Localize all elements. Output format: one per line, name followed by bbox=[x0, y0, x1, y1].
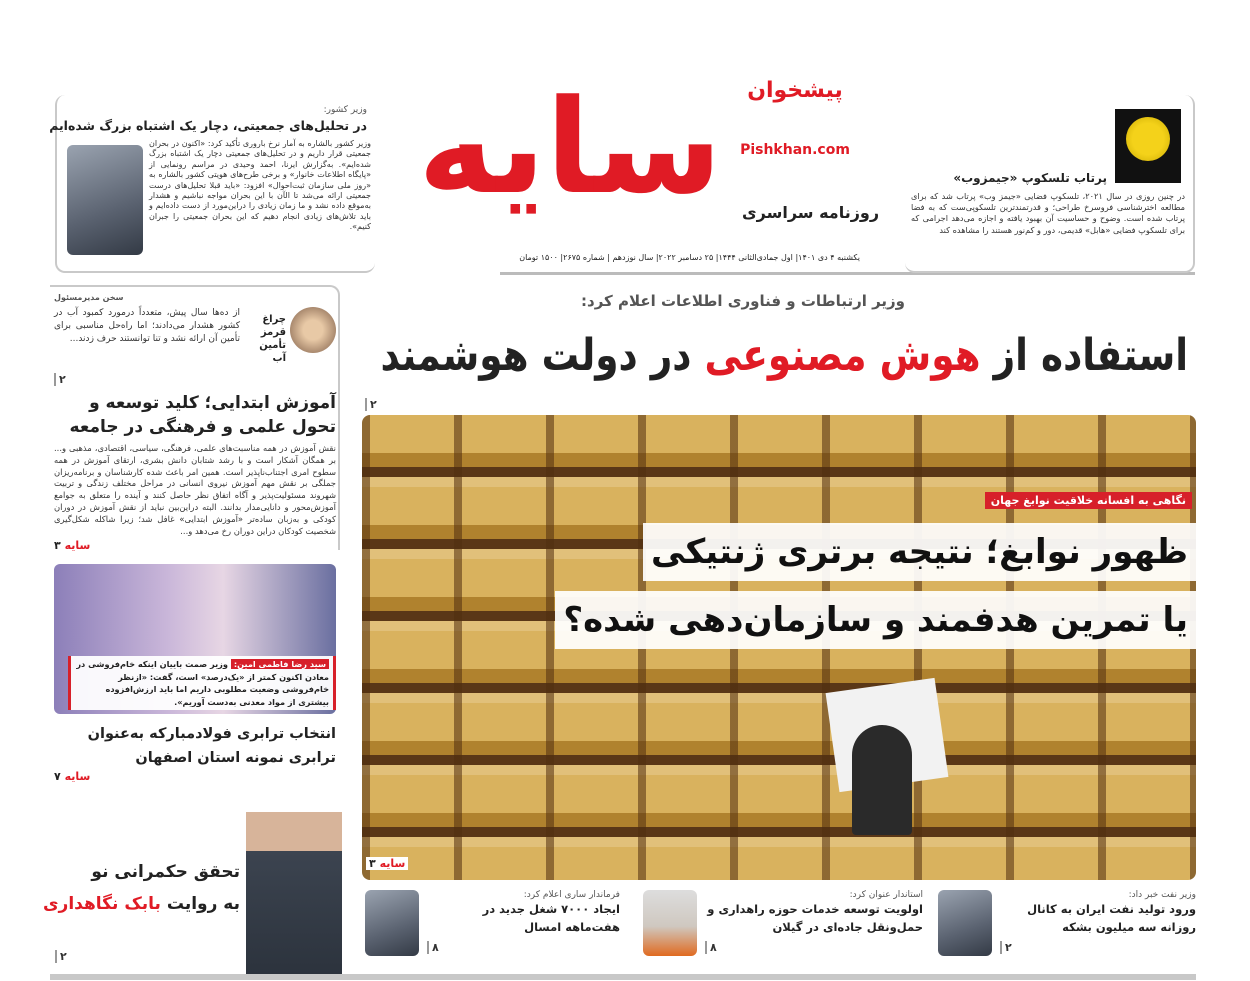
editorial-body: از ده‌ها سال پیش، متعدداً درمورد کمبود آب در کشور هشدار می‌دادند؛ اما راه‌حل مناسبی برای تأمین آن ارائه نشد و تنا توانستند حرف زدند... bbox=[54, 308, 240, 344]
headline-highlight: هوش مصنوعی bbox=[704, 330, 981, 381]
page-ref: ۲ bbox=[365, 398, 377, 411]
kicker: وزیر نفت خبر داد: bbox=[1128, 890, 1196, 900]
person-silhouette bbox=[852, 725, 912, 835]
dateline: یکشنبه ۴ دی ۱۴۰۱| اول جمادی‌الثانی ۱۴۴۴| ۲۵ دسامبر ۲۰۲۲| سال نوزدهم | شماره ۲۶۷۵| ۱۵۰۰ تومان bbox=[519, 253, 860, 262]
mini-logo: سایه bbox=[379, 857, 406, 870]
bottom-story-gilan[interactable] bbox=[643, 890, 923, 970]
story2-page-ref bbox=[54, 770, 336, 783]
governor-photo bbox=[365, 890, 419, 956]
watermark-url: Pishkhan.com bbox=[740, 142, 850, 158]
page-ref: ۲ bbox=[55, 950, 67, 963]
editor-avatar bbox=[290, 307, 336, 353]
newspaper-logo[interactable]: سایه bbox=[417, 71, 723, 223]
photo-headline-2: یا تمرین هدفمند و سازمان‌دهی شده؟ bbox=[555, 591, 1196, 649]
story3-line2[interactable] bbox=[43, 894, 240, 914]
kicker: فرماندار ساری اعلام کرد: bbox=[523, 890, 620, 900]
page-number: ۷ bbox=[54, 770, 61, 784]
story2-headline[interactable]: انتخاب ترابری فولادمبارکه به‌عنوان ترابری نمونه استان اصفهان bbox=[87, 726, 336, 767]
photo-tag: نگاهی به افسانه خلاقیت نوابغ جهان bbox=[985, 492, 1192, 509]
kicker: استاندار عنوان کرد: bbox=[849, 890, 923, 900]
mini-logo: سایه bbox=[64, 539, 91, 553]
editorial[interactable] bbox=[54, 307, 336, 365]
body-text: وزیر کشور بالشاره به آمار نرخ باروری تأکید کرد: «اکنون در بحران جمعیتی قرار داریم و در تحلیل‌های جمعیتی دچار یک اشتباه بزرگ شده‌ایم». به‌گزارش ایرنا، احمد وحیدی در مراسم رونمایی از «پایگاه اطلاعات خانوار» و برخی طرح‌های هویتی کشور بالشاره به «روز ملی سازمان ثبت‌احوال» افزود: «باید قبلا تحلیل‌های درست جمعیتی ارائه می‌شد تا الآن با این بحران مواجه نباشیم و هشدار به‌موقع داده نشد و ما زمان زیادی را دراین‌مورد از دست داده‌ایم و باید تلاش‌های زیادی انجام دهیم که این بحران جمعیتی را جبران کنیم». bbox=[149, 139, 371, 232]
footer-bar bbox=[50, 974, 1196, 980]
left-column bbox=[50, 285, 340, 783]
story1-page-ref bbox=[54, 539, 336, 552]
headline: ایجاد ۷۰۰۰ شغل جدید در هفت‌ماهه امسال bbox=[482, 902, 620, 934]
author-photo bbox=[246, 812, 342, 975]
main-headline[interactable] bbox=[380, 330, 1188, 381]
photo-headline-1: ظهور نوابغ؛ نتیجه برتری ژنتیکی bbox=[643, 523, 1196, 581]
mini-logo: سایه bbox=[64, 770, 91, 784]
headline: پرتاب تلسکوپ «جیمزوب» bbox=[953, 171, 1107, 185]
story1-body: نقش آموزش در همه مناسبت‌های علمی، فرهنگی، سیاسی، اقتصادی، مذهبی و... بر همگان آشکار است و با رشد شتابان دانش بشری، ارتقای آموزش در همه سطوح امری اجتناب‌ناپذیر است. همین امر باعث شده کارشناسان و برنامه‌ریزان جملگی بر نقش مهم آموزش نیروی انسانی در مراحل مختلف زندگی و تربیت شهروند مسئولیت‌پذیر و آگاه اتفاق نظر حاصل کنند و آینده را متعلق به جوامع آموزش‌محور و دانایی‌مدار بدانند. البته دراین‌بین نباید از نقش آموزش در دوران کودکی و به‌زبان ساده‌تر «آموزش ابتدایی» غافل شد؛ زیرا شاکله شکل‌گیری شخصیت کودکان دراین دوران رخ می‌دهد و... bbox=[54, 443, 336, 536]
minister-photo bbox=[67, 145, 143, 255]
page-number: ۳ bbox=[54, 539, 61, 553]
minister-photo bbox=[938, 890, 992, 956]
headline: ورود تولید نفت ایران به کانال روزانه سه میلیون بشکه bbox=[1027, 902, 1196, 934]
photo-page-ref bbox=[366, 857, 408, 870]
page-ref: ۲ bbox=[54, 373, 66, 386]
watermark: پیشخوان bbox=[747, 78, 843, 103]
headline: اولویت توسعه خدمات حوزه راهداری و حمل‌ونقل جاده‌ای در گیلان bbox=[707, 902, 923, 934]
story1-headline[interactable]: آموزش ابتدایی؛ کلید توسعه و تحول علمی و فرهنگی در جامعه bbox=[69, 393, 336, 437]
page-ref: ۸ bbox=[427, 941, 439, 954]
body-text: در چنین روزی در سال ۲۰۲۱، تلسکوپ فضایی «جیمز وب» پرتاب شد که برای مطالعه اخترشناسی فروسرخ طراحی؛ و قدرتمندترین تلسکوپی‌ست که به فضا پرتاب شده است. وضوح و حساسیت آن بهبود یافته و اجازه می‌دهد اجرامی که برای تلسکوپ فضایی «هابل» قدیمی، دور و کم‌نور هستند را مشاهده کند bbox=[911, 191, 1185, 235]
story3-line1[interactable]: تحقق حکمرانی نو bbox=[91, 862, 240, 882]
bottom-story-oil[interactable] bbox=[938, 890, 1196, 970]
minister-photo bbox=[54, 564, 336, 714]
caption-body: وزیر صمت باییان اینکه خام‌فروشی در معادن اکنون کمتر از «یک‌درصد» است، گفت: «ازنظر خام‌فروشی وضعیت مطلوبی داریم اما باید ارزش‌افزوده بیشتری از مواد معدنی به‌دست آوریم». bbox=[76, 659, 329, 707]
editorial-label: سخن مدیرمسئول bbox=[54, 293, 124, 302]
story3-pre: به روایت bbox=[160, 894, 240, 914]
main-photo-auditorium[interactable] bbox=[362, 415, 1196, 880]
tagline: روزنامه سراسری bbox=[742, 203, 880, 222]
caption-name: سید رضا فاطمی امین: bbox=[231, 659, 329, 669]
governor-photo bbox=[643, 890, 697, 956]
top-left-story[interactable] bbox=[49, 95, 375, 273]
headline-part: در دولت هوشمند bbox=[380, 330, 705, 381]
kicker: وزیر کشور: bbox=[323, 105, 367, 115]
bottom-story-sari[interactable] bbox=[365, 890, 620, 970]
telescope-image bbox=[1115, 109, 1181, 183]
main-kicker: وزیر ارتباطات و فناوری اطلاعات اعلام کرد: bbox=[581, 292, 905, 310]
headline-part: استفاده از bbox=[980, 330, 1188, 381]
page-number: ۳ bbox=[369, 857, 376, 870]
page-ref: ۸ bbox=[705, 941, 717, 954]
headline: در تحلیل‌های جمعیتی، دچار یک اشتباه بزرگ شده‌ایم bbox=[49, 118, 367, 133]
page-ref: ۲ bbox=[1000, 941, 1012, 954]
author-name: بابک نگاهداری bbox=[42, 894, 161, 914]
top-right-story[interactable] bbox=[905, 95, 1195, 273]
caption bbox=[68, 656, 336, 710]
editorial-title[interactable]: چراغ قرمز تأمین آب bbox=[259, 314, 286, 364]
